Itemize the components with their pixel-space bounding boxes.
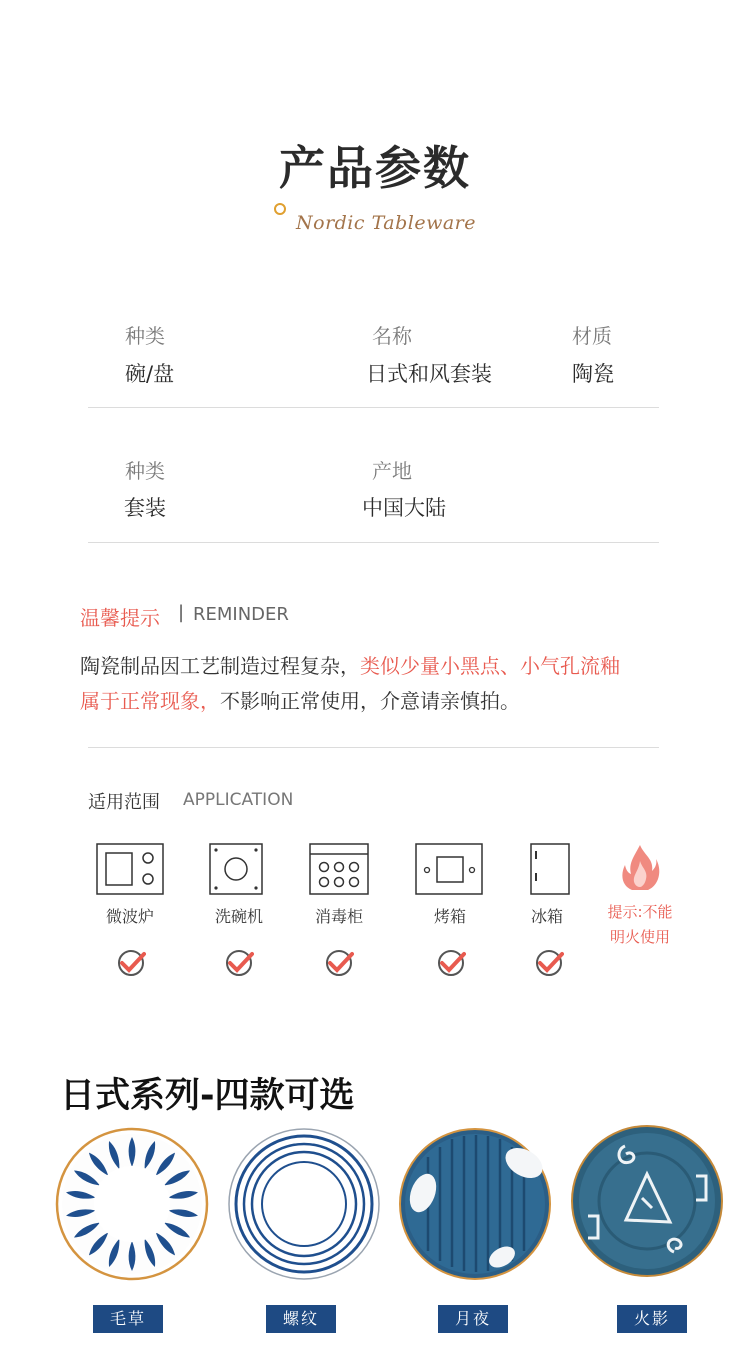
flame-icon — [620, 843, 660, 893]
fire-warning-line: 明火使用 — [609, 928, 670, 946]
reminder-line-1 — [80, 650, 620, 679]
spec-label-name: 名称 — [372, 324, 412, 348]
sterilizer-icon — [309, 843, 369, 895]
check-icon — [534, 948, 564, 978]
page-title: 产品参数 — [279, 141, 471, 195]
spec-value-origin: 中国大陆 — [362, 496, 446, 520]
dishwasher-icon — [209, 843, 263, 895]
spec-label-origin: 产地 — [372, 459, 412, 483]
application-label-microwave: 微波炉 — [105, 907, 154, 926]
check-icon — [224, 948, 254, 978]
spec-label-category: 种类 — [125, 324, 165, 348]
style-tag[interactable]: 月夜 — [438, 1305, 508, 1333]
application-label-sterilizer: 消毒柜 — [314, 907, 363, 926]
divider — [88, 542, 659, 543]
check-icon — [436, 948, 466, 978]
plate-spiral-image — [227, 1127, 381, 1281]
application-label-dishwasher: 洗碗机 — [214, 907, 263, 926]
divider — [88, 747, 659, 748]
check-icon — [324, 948, 354, 978]
spec-value-category: 碗/盘 — [125, 362, 175, 386]
style-tag[interactable]: 毛草 — [93, 1305, 163, 1333]
page-subtitle: Nordic Tableware — [296, 212, 476, 234]
application-title-en: APPLICATION — [183, 790, 294, 810]
style-tag[interactable]: 火影 — [617, 1305, 687, 1333]
fire-warning-line: 提示:不能 — [607, 903, 673, 921]
application-title: 适用范围 — [88, 792, 160, 813]
reminder-title: 温馨提示 — [80, 606, 160, 630]
spec-value-material: 陶瓷 — [572, 362, 614, 386]
series-title: 日式系列-四款可选 — [60, 1076, 355, 1116]
spec-value-name: 日式和风套装 — [366, 362, 492, 386]
fire-warning — [596, 900, 684, 950]
plate-leaf-image — [55, 1127, 209, 1281]
microwave-icon — [96, 843, 164, 895]
reminder-highlight: 属于正常现象， — [80, 689, 220, 713]
reminder-title-en: REMINDER — [193, 604, 289, 625]
oven-icon — [415, 843, 483, 895]
reminder-text: 陶瓷制品因工艺制造过程复杂， — [80, 654, 360, 678]
application-label-fridge: 冰箱 — [530, 907, 563, 926]
spec-label-material: 材质 — [572, 324, 612, 348]
divider — [88, 407, 659, 408]
application-label-oven: 烤箱 — [433, 907, 466, 926]
circle-dot-icon — [274, 203, 286, 215]
style-tag[interactable]: 螺纹 — [266, 1305, 336, 1333]
plate-moon-night-image — [398, 1127, 552, 1281]
check-icon — [116, 948, 146, 978]
reminder-line-2 — [80, 685, 520, 714]
reminder-highlight: 类似少量小黑点、小气孔流釉 — [360, 654, 620, 678]
reminder-text: 不影响正常使用，介意请亲慎拍。 — [220, 689, 520, 713]
fridge-icon — [530, 843, 570, 895]
spec-value-type: 套装 — [124, 496, 166, 520]
subtitle-row — [0, 212, 750, 234]
reminder-separator: | — [178, 602, 185, 623]
spec-label-type: 种类 — [125, 459, 165, 483]
plate-fire-shadow-image — [570, 1124, 724, 1278]
